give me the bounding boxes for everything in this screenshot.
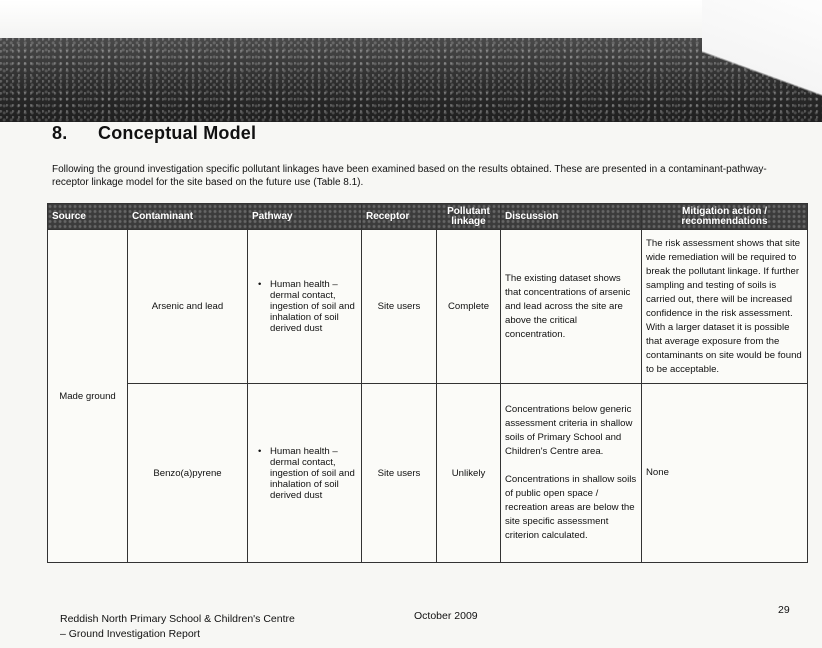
pathway-bullet (252, 279, 357, 334)
mitigation-text: The risk assessment shows that site wide remediation will be required to break the pollutant linkage. If further sampling and testing of soils is carried out, there will be increased confidence in the risk assessment. With a larger dataset it is possible that average exposure from the contaminants on site would be found to be acceptable. (646, 237, 802, 375)
footer-document-title (60, 612, 295, 642)
header-pollutant-linkage: Pollutant linkage (437, 204, 501, 230)
footer-title-line1: Reddish North Primary School & Children's Centre (60, 613, 295, 625)
page-number: 29 (778, 604, 790, 616)
receptor-cell: Site users (362, 384, 437, 563)
table-row (48, 230, 808, 384)
bullet-icon: • (258, 279, 262, 290)
section-heading (52, 123, 256, 144)
mitigation-cell (642, 384, 808, 563)
discussion-cell (501, 384, 642, 563)
linkage-table (47, 203, 808, 563)
pathway-cell (248, 384, 362, 563)
discussion-paragraph: Concentrations below generic assessment criteria in shallow soils of Primary School and Children's Centre area. (505, 404, 633, 457)
source-cell: Made ground (48, 230, 128, 563)
table-header-row (48, 204, 808, 230)
bullet-icon: • (258, 445, 262, 457)
paper-edge (0, 0, 822, 38)
header-pathway: Pathway (248, 204, 362, 230)
discussion-paragraph: The existing dataset shows that concentrations of arsenic and lead across the site are above the critical concentration. (505, 272, 631, 340)
discussion-cell (501, 230, 642, 384)
dark-header-strip (0, 38, 822, 122)
section-number: 8. (52, 123, 68, 143)
discussion-paragraph: Concentrations in shallow soils of public open space / recreation areas are below the site specific assessment criterion calculated. (505, 474, 637, 541)
header-discussion: Discussion (501, 204, 642, 230)
table-row (48, 384, 808, 563)
mitigation-text: None (646, 467, 669, 478)
pathway-text: Human health – dermal contact, ingestion of soil and inhalation of soil derived dust (270, 279, 355, 334)
section-title: Conceptual Model (98, 123, 257, 143)
receptor-cell: Site users (362, 230, 437, 384)
contaminant-cell: Benzo(a)pyrene (128, 384, 248, 563)
contaminant-cell: Arsenic and lead (128, 230, 248, 384)
header-source: Source (48, 204, 128, 230)
footer-title-line2: – Ground Investigation Report (60, 628, 201, 640)
pathway-bullet (252, 446, 357, 501)
pathway-text: Human health – dermal contact, ingestion of soil and inhalation of soil derived dust (270, 445, 355, 501)
page-fold-corner (702, 0, 822, 122)
scan-header-band (0, 0, 822, 122)
header-contaminant: Contaminant (128, 204, 248, 230)
footer-date: October 2009 (414, 610, 478, 622)
header-receptor: Receptor (362, 204, 437, 230)
mitigation-cell (642, 230, 808, 384)
intro-paragraph: Following the ground investigation specific pollutant linkages have been examined based on the results obtained. These are presented in a contaminant-pathway-receptor linkage model for the site based on the future use (Table 8.1). (52, 164, 767, 188)
linkage-cell: Complete (437, 230, 501, 384)
linkage-cell: Unlikely (437, 384, 501, 563)
linkage-table-container (47, 203, 807, 572)
pathway-cell (248, 230, 362, 384)
header-mitigation: Mitigation action / recommendations (642, 204, 808, 230)
